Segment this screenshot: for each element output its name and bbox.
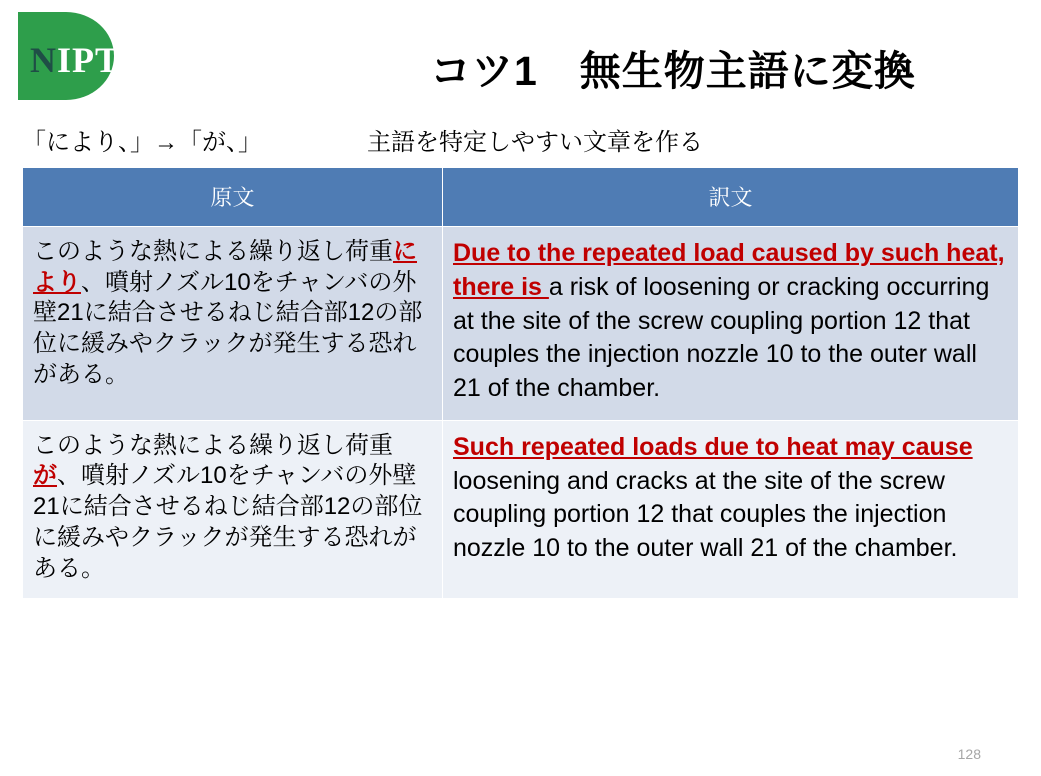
source-text-highlight: が — [33, 462, 57, 490]
source-cell — [23, 227, 443, 421]
target-text — [453, 431, 1006, 566]
target-text-rest: a risk of loosening or cracking occurring at the site of the screw coupling portion 12 that couples the injection nozzle 10 to the outer wall 21 of the chamber. — [453, 272, 990, 402]
target-text-highlight: Due to the repeated load caused by such heat, there is — [453, 239, 1005, 301]
target-text-highlight: Such repeated loads due to heat may cause — [453, 432, 973, 461]
table-row — [23, 227, 1019, 421]
nipta-logo — [18, 12, 208, 100]
source-text-rest: 、噴射ノズル10をチャンバの外壁21に結合させるねじ結合部12の部位に緩みやクラックが発生する恐れがある。 — [33, 462, 423, 582]
target-cell — [443, 420, 1019, 599]
table-row — [23, 420, 1019, 599]
logo-wordmark-rest: IPTA — [57, 40, 145, 80]
comparison-table — [22, 167, 1019, 599]
logo-wordmark — [30, 42, 144, 78]
column-header-source: 原文 — [23, 168, 443, 227]
target-text-rest: loosening and cracks at the site of the screw coupling portion 12 that couples the injection nozzle 10 to the outer wall 21 of the chamber. — [453, 466, 958, 562]
column-header-target: 訳文 — [443, 168, 1019, 227]
page-title: コツ1 無生物主語に変換 — [430, 48, 916, 94]
subtitle-line — [22, 122, 1022, 156]
target-cell — [443, 227, 1019, 421]
subtitle-note: 主語を特定しやすい文章を作る — [367, 129, 703, 156]
source-text-prefix: このような熱による繰り返し荷重 — [33, 431, 393, 459]
page-number: 128 — [957, 746, 981, 762]
subtitle-rule: 「により、」→「が、」 — [22, 129, 262, 156]
source-text — [33, 237, 430, 391]
logo-wordmark-first-letter: N — [30, 40, 57, 80]
source-text — [33, 431, 430, 585]
source-cell — [23, 420, 443, 599]
source-text-prefix: このような熱による繰り返し荷重 — [33, 238, 393, 265]
target-text — [453, 237, 1006, 406]
table-header-row — [23, 168, 1019, 227]
source-text-rest: 、噴射ノズル10をチャンバの外壁21に結合させるねじ結合部12の部位に緩みやクラックが発生する恐れがある。 — [33, 268, 423, 388]
source-text-highlight: により — [33, 238, 417, 296]
